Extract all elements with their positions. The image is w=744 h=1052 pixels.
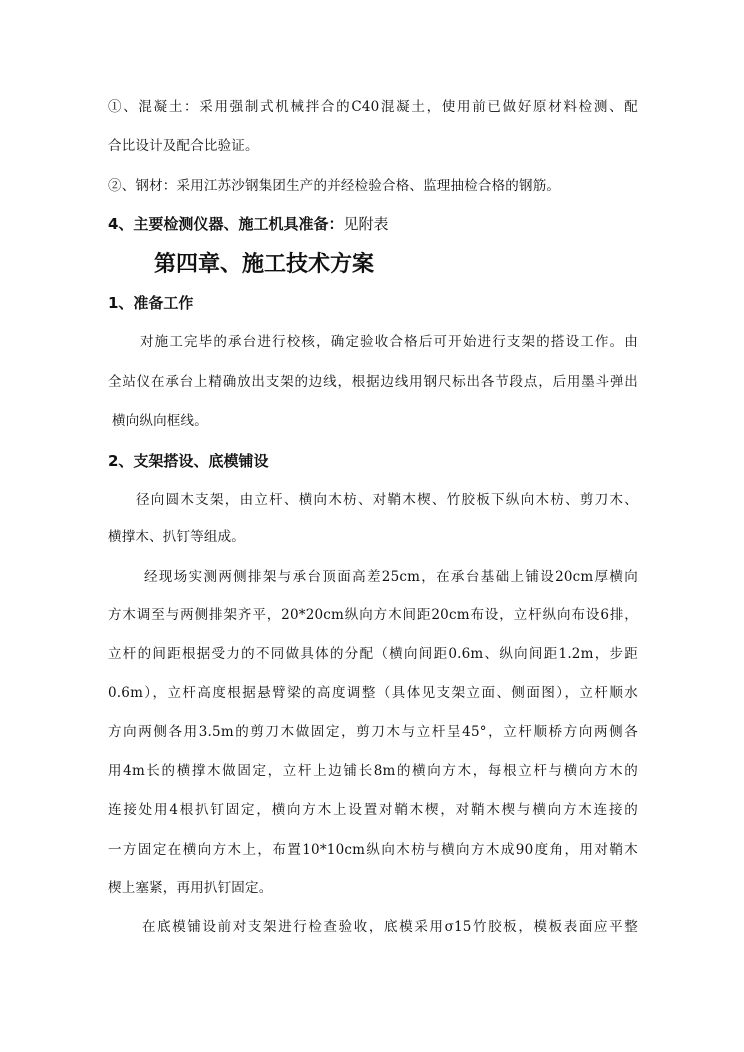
section-2-para-2-line-6: 用4m长的横撑木做固定，立杆上边铺长8m的横向方木，每根立杆与横向方木的 bbox=[108, 763, 638, 779]
concrete-item-line-2: 合比设计及配合比验证。 bbox=[108, 138, 259, 154]
chapter-title: 第四章、施工技术方案 bbox=[154, 252, 375, 277]
section-2-para-2-line-1: 经现场实测两侧排架与承台顶面高差25cm，在承台基础上铺设20cm厚横向 bbox=[144, 569, 638, 585]
section-1-line-1: 对施工完毕的承台进行校核，确定验收合格后可开始进行支架的搭设工作。由 bbox=[140, 334, 638, 350]
section-2-para-2-line-9: 楔上塞紧，再用扒钉固定。 bbox=[108, 880, 273, 896]
section-2-para-1-line-2: 横撑木、扒钉等组成。 bbox=[108, 529, 245, 545]
section-2-para-2-line-5: 方向两侧各用3.5m的剪刀木做固定，剪刀木与立杆呈45°，立杆顺桥方向两侧各 bbox=[108, 724, 638, 740]
section-2-heading: 2、支架搭设、底模铺设 bbox=[108, 452, 269, 470]
section-1-line-2: 全站仪在承台上精确放出支架的边线，根据边线用钢尺标出各节段点，后用墨斗弹出 bbox=[108, 374, 638, 390]
concrete-item-line-1: ①、混凝土：采用强制式机械拌合的C40混凝土，使用前已做好原材料检测、配 bbox=[108, 99, 638, 115]
section-2-para-2-line-8: 一方固定在横向方木上，布置10*10cm纵向木枋与横向方木成90度角，用对鞘木 bbox=[108, 842, 638, 858]
section-1-heading: 1、准备工作 bbox=[108, 294, 194, 312]
section-2-para-2-line-3: 立杆的间距根据受力的不同做具体的分配（横向间距0.6m、纵向间距1.2m，步距 bbox=[108, 646, 638, 662]
section-4-title: 4、主要检测仪器、施工机具准备： bbox=[108, 215, 344, 233]
section-2-para-1-line-1: 径向圆木支架，由立杆、横向木枋、对鞘木楔、竹胶板下纵向木枋、剪刀木、 bbox=[136, 492, 638, 508]
section-1-line-3: 横向纵向框线。 bbox=[112, 413, 208, 429]
section-2-para-2-line-7: 连接处用4根扒钉固定，横向方木上设置对鞘木楔，对鞘木楔与横向方木连接的 bbox=[108, 802, 638, 818]
section-2-para-3-line-1: 在底模铺设前对支架进行检查验收，底模采用σ15竹胶板，模板表面应平整 bbox=[142, 919, 638, 935]
section-4-heading bbox=[108, 213, 388, 235]
section-2-para-2-line-4: 0.6m），立杆高度根据悬臂梁的高度调整（具体见支架立面、侧面图），立杆顺水 bbox=[108, 685, 638, 701]
section-4-note: 见附表 bbox=[343, 215, 389, 233]
steel-item: ②、钢材：采用江苏沙钢集团生产的并经检验合格、监理抽检合格的钢筋。 bbox=[108, 178, 561, 194]
section-2-para-2-line-2: 方木调至与两侧排架齐平，20*20cm纵向方木间距20cm布设，立杆纵向布设6排， bbox=[108, 607, 638, 623]
